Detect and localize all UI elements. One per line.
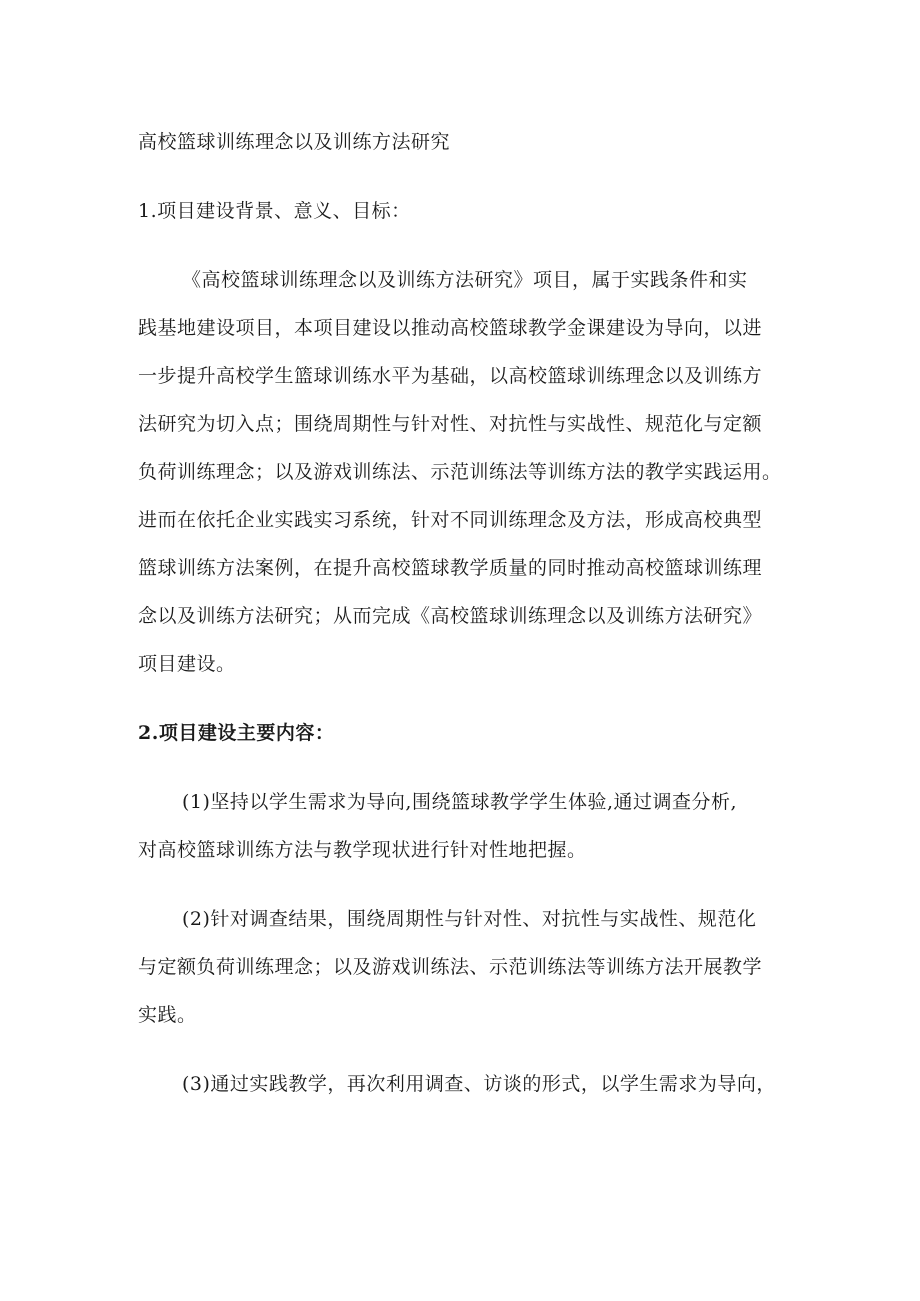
paragraph-line: 法研究为切入点；围绕周期性与针对性、对抗性与实战性、规范化与定额 bbox=[138, 413, 763, 435]
paragraph-line: 《高校篮球训练理念以及训练方法研究》项目，属于实践条件和实 bbox=[182, 269, 748, 291]
document-title: 高校篮球训练理念以及训练方法研究 bbox=[138, 131, 451, 153]
section-2-heading: 2.项目建设主要内容： bbox=[138, 722, 335, 744]
list-item-line: 对高校篮球训练方法与教学现状进行针对性地把握。 bbox=[138, 839, 587, 861]
paragraph-line: 进而在依托企业实践实习系统，针对不同训练理念及方法，形成高校典型 bbox=[138, 509, 763, 531]
list-item-line: 与定额负荷训练理念；以及游戏训练法、示范训练法等训练方法开展教学 bbox=[138, 956, 763, 978]
list-item-line: (2)针对调查结果，围绕周期性与针对性、对抗性与实战性、规范化 bbox=[182, 908, 757, 930]
paragraph-line: 项目建设。 bbox=[138, 653, 236, 675]
paragraph-line: 念以及训练方法研究；从而完成《高校篮球训练理念以及训练方法研究》 bbox=[138, 605, 763, 627]
paragraph-line: 负荷训练理念；以及游戏训练法、示范训练法等训练方法的教学实践运用。 bbox=[138, 461, 782, 483]
list-item-line: (1)坚持以学生需求为导向,围绕篮球教学学生体验,通过调查分析, bbox=[182, 791, 738, 813]
section-1-heading: 1.项目建设背景、意义、目标： bbox=[138, 200, 411, 222]
paragraph-line: 一步提升高校学生篮球训练水平为基础，以高校篮球训练理念以及训练方 bbox=[138, 365, 763, 387]
list-item-line: 实践。 bbox=[138, 1004, 197, 1026]
list-item-line: (3)通过实践教学，再次利用调查、访谈的形式，以学生需求为导向， bbox=[182, 1073, 776, 1095]
paragraph-line: 篮球训练方法案例，在提升高校篮球教学质量的同时推动高校篮球训练理 bbox=[138, 557, 763, 579]
paragraph-line: 践基地建设项目，本项目建设以推动高校篮球教学金课建设为导向，以进 bbox=[138, 317, 763, 339]
